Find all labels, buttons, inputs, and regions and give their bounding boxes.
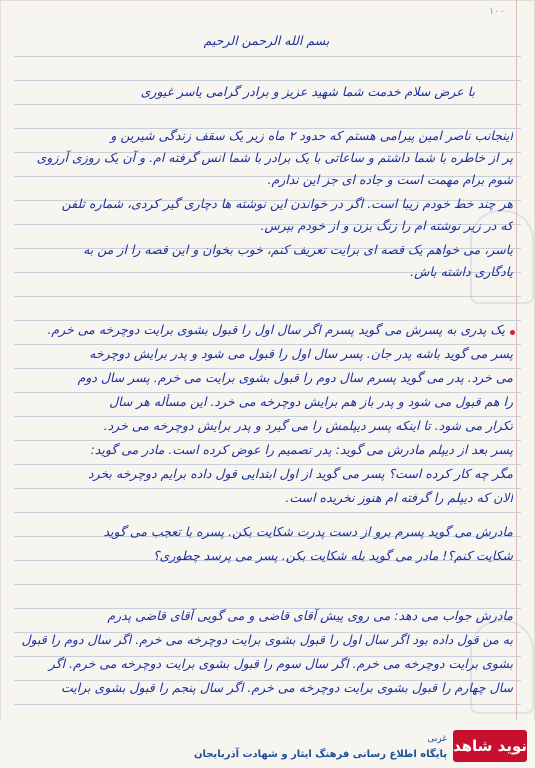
ruled-line [14, 440, 521, 441]
navid-shahed-logo: نوید شاهد [453, 730, 527, 762]
ruled-line [14, 80, 521, 81]
ruled-line [14, 512, 521, 513]
handwritten-line: شکایت کنم؟! مادر می گوید بله شکایت بکن. پسر می پرسد چطوری؟ [152, 548, 513, 563]
page-number: ۱۰۰ [488, 6, 505, 17]
handwritten-line: که در زیر نوشته ام را زنگ بزن و از خودم بپرس. [260, 218, 513, 233]
handwritten-line: یاسر، می خواهم یک قصه ای برایت تعریف کنم، خوب بخوان و این قصه را از من به [83, 242, 513, 257]
handwritten-line: مادرش می گوید پسرم برو از دست پدرت شکایت بکن. پسره با تعجب می گوید [103, 524, 513, 539]
handwritten-line: می خرد. پدر می گوید پسرم سال دوم را قبول بشوی برایت می خرم. پسر سال دوم [77, 370, 513, 385]
ruled-line [14, 344, 521, 345]
ruled-line [14, 56, 521, 57]
ruled-line [14, 416, 521, 417]
basmala-heading: بسم الله الرحمن الرحیم [203, 33, 330, 48]
ruled-line [14, 704, 521, 705]
handwritten-line: شوم برام مهمت است و جاده ای جز این ندارم. [267, 172, 513, 187]
handwritten-line: تکرار می شود. تا اینکه پسر دیپلمش را می گیرد و پدر برایش دوچرخه می خرد. [103, 418, 513, 433]
bullet-dot [510, 330, 515, 335]
ruled-line [14, 464, 521, 465]
handwritten-line: با عرض سلام خدمت شما شهید عزیز و برادر گرامی یاسر غیوری [140, 84, 475, 99]
handwritten-line: بشوی برایت دوچرخه می خرم. اگر سال سوم را قبول بشوی برایت دوچرخه می خرم. اگر [48, 656, 513, 671]
handwritten-line: به من قول داده بود اگر سال اول را قبول بشوی برایت دوچرخه می خرم. اگر سال دوم را قبول [21, 632, 513, 647]
footer-branding [0, 720, 535, 768]
ruled-line [14, 296, 521, 297]
handwritten-line: پسر بعد از دیپلم مادرش می گوید: پدر تصمیم را عوض کرده است. مادر می گوید: [90, 442, 513, 457]
handwritten-line: سال چهارم را قبول بشوی برایت دوچرخه می خرم. اگر سال پنجم را قبول بشوی برایت [60, 680, 513, 695]
handwritten-line: یادگاری داشته باش. [410, 264, 513, 279]
handwritten-line: اینجانب ناصر امین پیرامی هستم که حدود ۲ ماه زیر یک سقف زندگی شیرین و [110, 128, 513, 143]
footer-site-name: پایگاه اطلاع رسانی فرهنگ ایثار و شهادت آذربایجان [193, 749, 447, 760]
ruled-line [14, 320, 521, 321]
ruled-line [14, 104, 521, 105]
handwritten-line: را هم قبول می شود و پدر باز هم برایش دوچرخه می خرد. این مسأله هر سال [109, 394, 513, 409]
handwritten-line: پسر می گوید باشه پدر جان. پسر سال اول را قبول می شود و پدر برایش دوچرخه [89, 346, 513, 361]
handwritten-line: یک پدری به پسرش می گوید پسرم اگر سال اول را قبول بشوی برایت دوچرخه می خرم. [47, 322, 505, 337]
ruled-line [14, 488, 521, 489]
ruled-line [14, 392, 521, 393]
handwritten-line: الان که دیپلم را گرفته ام هنوز نخریده است. [285, 490, 513, 505]
ruled-line [14, 368, 521, 369]
handwritten-line: مادرش جواب می دهد: می روی پیش آقای قاضی و می گویی آقای قاضی پدرم [107, 608, 513, 623]
footer-province: غربی [427, 734, 447, 744]
handwritten-line: مگر چه کار کرده است؟ پسر می گوید از اول ابتدایی قول داده برایم دوچرخه بخرد [88, 466, 513, 481]
handwritten-line: هر چند خط خودم زیبا است. اگر در خواندن این نوشته ها دچاری گیر کردی، شماره تلفن [61, 196, 513, 211]
ruled-line [14, 584, 521, 585]
handwritten-line: پر از خاطره با شما داشتم و ساعاتی با یک برادر با شما انس گرفته ام. و آن یک روزی آرزوی [36, 150, 513, 165]
